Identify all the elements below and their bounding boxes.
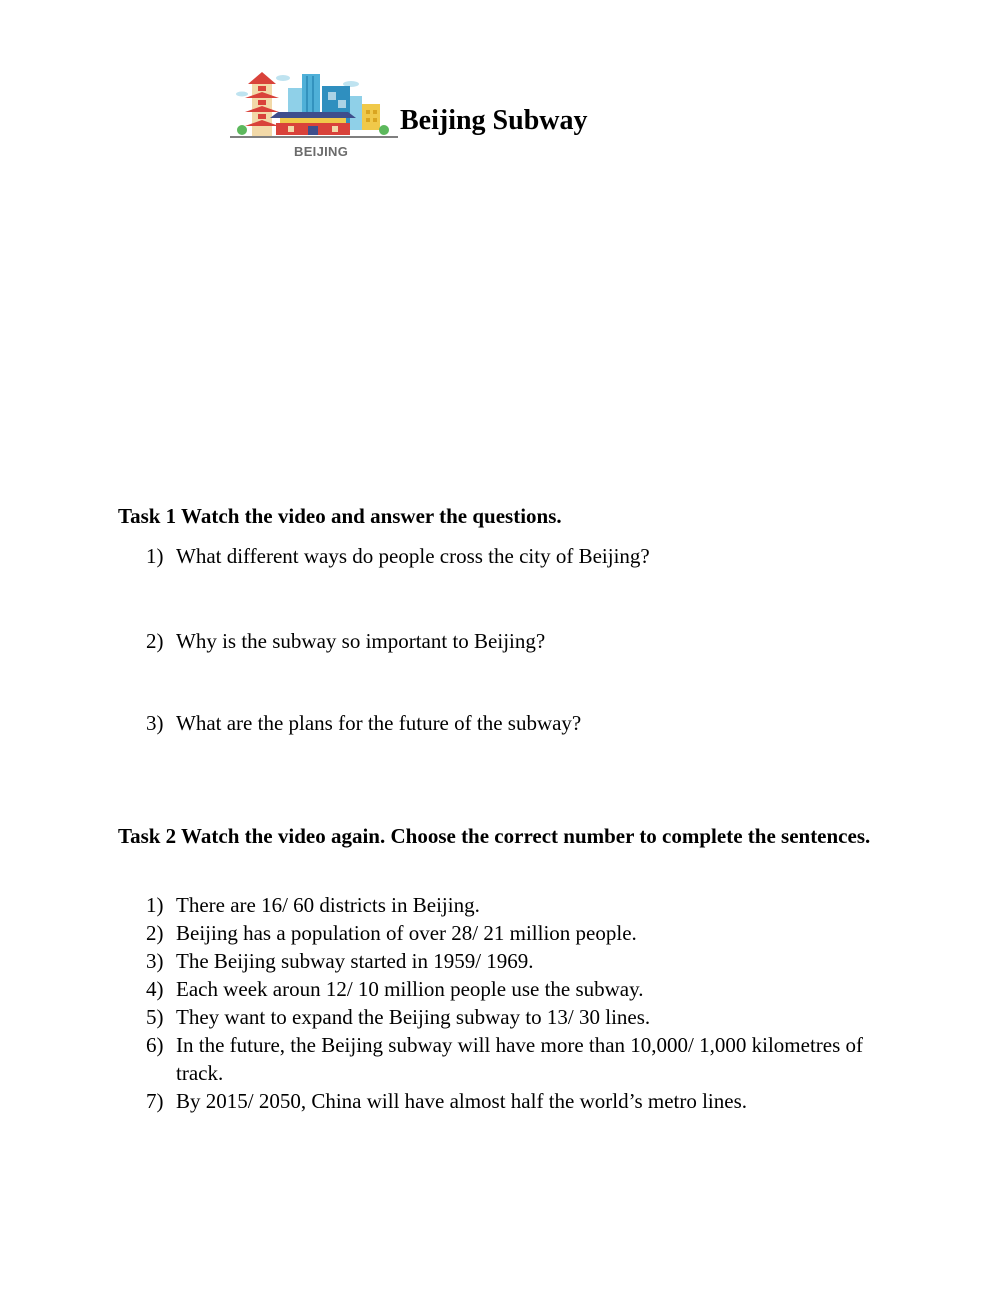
sentence-text: Each week aroun 12/ 10 million people use the subway. — [176, 977, 644, 1001]
task2-sentence-4 — [146, 975, 876, 1003]
sentence-text: There are 16/ 60 districts in Beijing. — [176, 893, 480, 917]
page-title: Beijing Subway — [400, 105, 588, 136]
sentence-number: 4) — [146, 977, 164, 1001]
task1-question-2 — [146, 627, 876, 655]
sentence-text: In the future, the Beijing subway will have more than 10,000/ 1,000 kilometres of track. — [176, 1033, 864, 1085]
task2-sentence-3 — [146, 947, 876, 975]
sentence-text: They want to expand the Beijing subway to 13/ 30 lines. — [176, 1005, 651, 1029]
task1-heading: Task 1 Watch the video and answer the questions. — [118, 504, 562, 528]
task1-question-list — [146, 542, 876, 570]
task2-heading: Task 2 Watch the video again. Choose the correct number to complete the sentences. — [118, 824, 871, 848]
sentence-text: The Beijing subway started in 1959/ 1969. — [176, 949, 534, 973]
question-text: What different ways do people cross the city of Beijing? — [176, 544, 650, 568]
question-number: 3) — [146, 711, 164, 735]
sentence-number: 6) — [146, 1033, 164, 1057]
task2-sentence-1 — [146, 891, 876, 919]
task2-sentence-5 — [146, 1003, 876, 1031]
beijing-skyline-logo — [228, 70, 400, 162]
skyline-illustration — [228, 70, 400, 142]
task1-question-list — [146, 709, 876, 737]
task2-sentence-2 — [146, 919, 876, 947]
task2-sentence-7 — [146, 1087, 876, 1115]
task1-question-1 — [146, 542, 876, 570]
sentence-number: 5) — [146, 1005, 164, 1029]
sentence-number: 1) — [146, 893, 164, 917]
question-text: What are the plans for the future of the subway? — [176, 711, 582, 735]
sentence-number: 7) — [146, 1089, 164, 1113]
sentence-text: By 2015/ 2050, China will have almost half the world’s metro lines. — [176, 1089, 748, 1113]
question-number: 1) — [146, 544, 164, 568]
question-number: 2) — [146, 629, 164, 653]
sentence-number: 3) — [146, 949, 164, 973]
task1-question-3 — [146, 709, 876, 737]
task2-sentence-list — [146, 891, 876, 1115]
sentence-number: 2) — [146, 921, 164, 945]
logo-caption: BEIJING — [294, 144, 349, 159]
question-text: Why is the subway so important to Beijing? — [176, 629, 546, 653]
sentence-text: Beijing has a population of over 28/ 21 million people. — [176, 921, 637, 945]
task1-question-list — [146, 627, 876, 655]
task2-sentence-6 — [146, 1031, 876, 1087]
